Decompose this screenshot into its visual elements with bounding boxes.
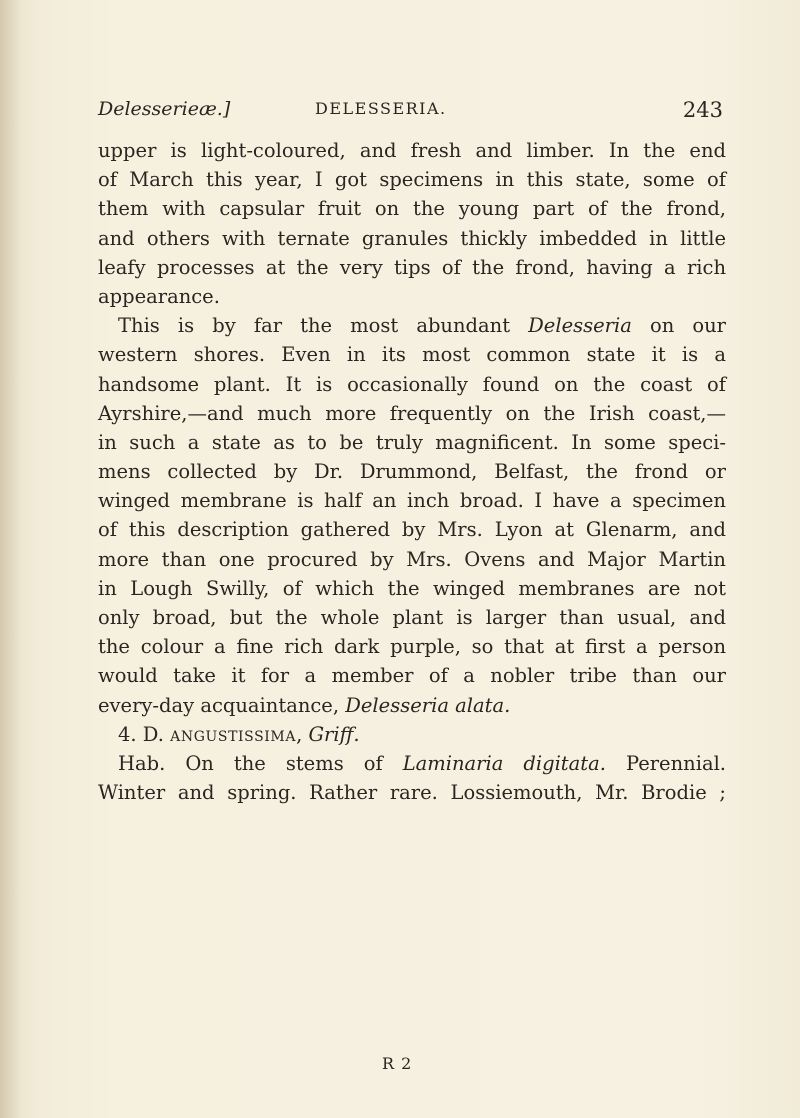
text-line (98, 749, 726, 778)
text-line: the colour a fine rich dark purple, so that at first a person (98, 635, 726, 659)
species-authority: Griff. (308, 722, 360, 746)
text-line (98, 691, 726, 720)
page-number: 243 (682, 98, 723, 122)
text-line: in such a state as to be truly magnificent. In some speci- (98, 430, 726, 454)
binding-shadow (0, 0, 22, 1118)
text-line: winged membrane is half an inch broad. I have a specimen (98, 489, 726, 513)
species-number: 4. D. (118, 722, 171, 746)
text-line: Ayrshire,—and much more frequently on the Irish coast,— (98, 401, 726, 425)
text-line: of March this year, I got specimens in this state, some of (98, 168, 726, 192)
text-line: them with capsular fruit on the young part of the frond, (98, 197, 726, 221)
italic-run: Delesseria alata. (345, 693, 511, 717)
text-line (98, 311, 726, 340)
text-run: on our (631, 314, 726, 338)
text-line: western shores. Even in its most common state it is a (98, 343, 726, 367)
text-run: Hab. On the stems of (118, 751, 403, 775)
text-run: This is by far the most abundant (118, 314, 529, 338)
italic-run: Laminaria digitata. (402, 751, 606, 775)
body-text (98, 136, 726, 807)
text-line: of this description gathered by Mrs. Lyon at Glenarm, and (98, 518, 726, 542)
italic-run: Delesseria (528, 314, 632, 338)
text-run: every-day acquaintance, (98, 693, 346, 717)
text-line: in Lough Swilly, of which the winged membranes are not (98, 576, 726, 600)
text-line: only broad, but the whole plant is larger than usual, and (98, 606, 726, 629)
signature-mark: R 2 (382, 1054, 413, 1073)
text-line: appearance. (98, 284, 220, 308)
text-line: leafy processes at the very tips of the frond, having a rich (98, 255, 726, 279)
text-line: more than one procured by Mrs. Ovens and Major Martin (98, 547, 726, 571)
species-heading (98, 720, 726, 749)
text-run: , (296, 722, 309, 746)
species-name: angustissima (170, 722, 297, 746)
header-genus-title: DELESSERIA. (315, 99, 447, 118)
text-run: Perennial. (605, 751, 727, 775)
text-line: handsome plant. It is occasionally found on the coast of (98, 372, 726, 396)
text-line: mens collected by Dr. Drummond, Belfast, the frond or (98, 460, 726, 484)
running-header (98, 98, 723, 128)
header-section-title: Delesserieæ.] (98, 98, 231, 120)
text-line: upper is light-coloured, and fresh and limber. In the end (98, 139, 726, 162)
text-line: and others with ternate granules thickly imbedded in little (98, 226, 726, 250)
text-line: Winter and spring. Rather rare. Lossiemouth, Mr. Brodie ; (98, 781, 726, 805)
text-line: would take it for a member of a nobler tribe than our (98, 664, 726, 688)
